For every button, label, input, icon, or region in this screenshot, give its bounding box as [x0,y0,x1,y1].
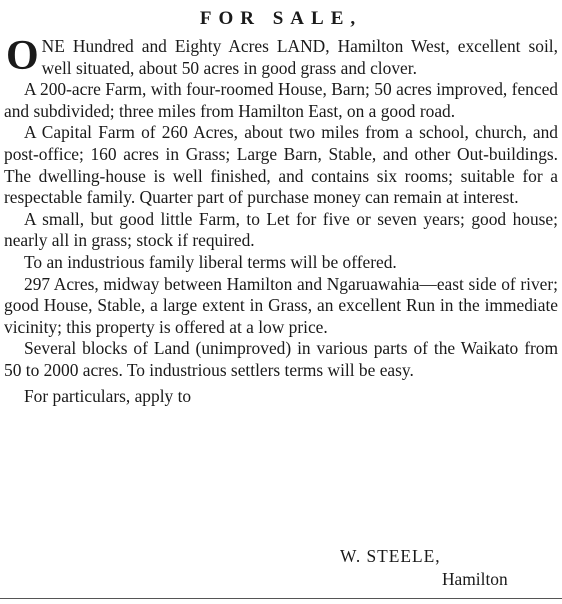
intro-caps: NE [41,36,65,56]
bottom-rule [0,598,562,599]
signature-place: Hamilton [442,569,508,589]
apply-line: For particulars, apply to [24,385,192,406]
intro-paragraph [4,33,558,79]
ad-heading: FOR SALE, [199,8,363,29]
ad-body [4,33,558,407]
intro-text: Hundred and Eighty Acres LAND, Hamilton West, excellent soil, well situated, about 50 acres in good grass and clover. [41,36,558,78]
listing-land-blocks: Several blocks of Land (unimproved) in various parts of the Waikato from 50 to 2000 acres. To industrious settlers terms will be easy. [4,338,558,380]
listing-capital-farm: A Capital Farm of 260 Acres, about two miles from a school, church, and post-office; 160 acres in Grass; Large Barn, Stable, and other Out-buildings. The dwelling-house is well finished, and contains six rooms; suitable for a respectable family. Quarter part of purchase money can remain at interest. [4,122,558,208]
signature-name: W. STEELE, [340,546,441,566]
drop-cap: O [6,33,39,79]
listing-297-acres: 297 Acres, midway between Hamilton and Ngaruawahia—east side of river; good House, Stable, a large extent in Grass, an excellent Run in the immediate vicinity; this property is offered at a low price. [4,273,558,337]
listing-small-farm: A small, but good little Farm, to Let for five or seven years; good house; nearly all in grass; stock if required. [4,208,558,251]
listing-200-acre-farm: A 200-acre Farm, with four-roomed House, Barn; 50 acres improved, fenced and subdivided; three miles from Hamilton East, on a good road. [4,79,558,121]
terms-note: To an industrious family liberal terms will be offered. [24,251,397,272]
